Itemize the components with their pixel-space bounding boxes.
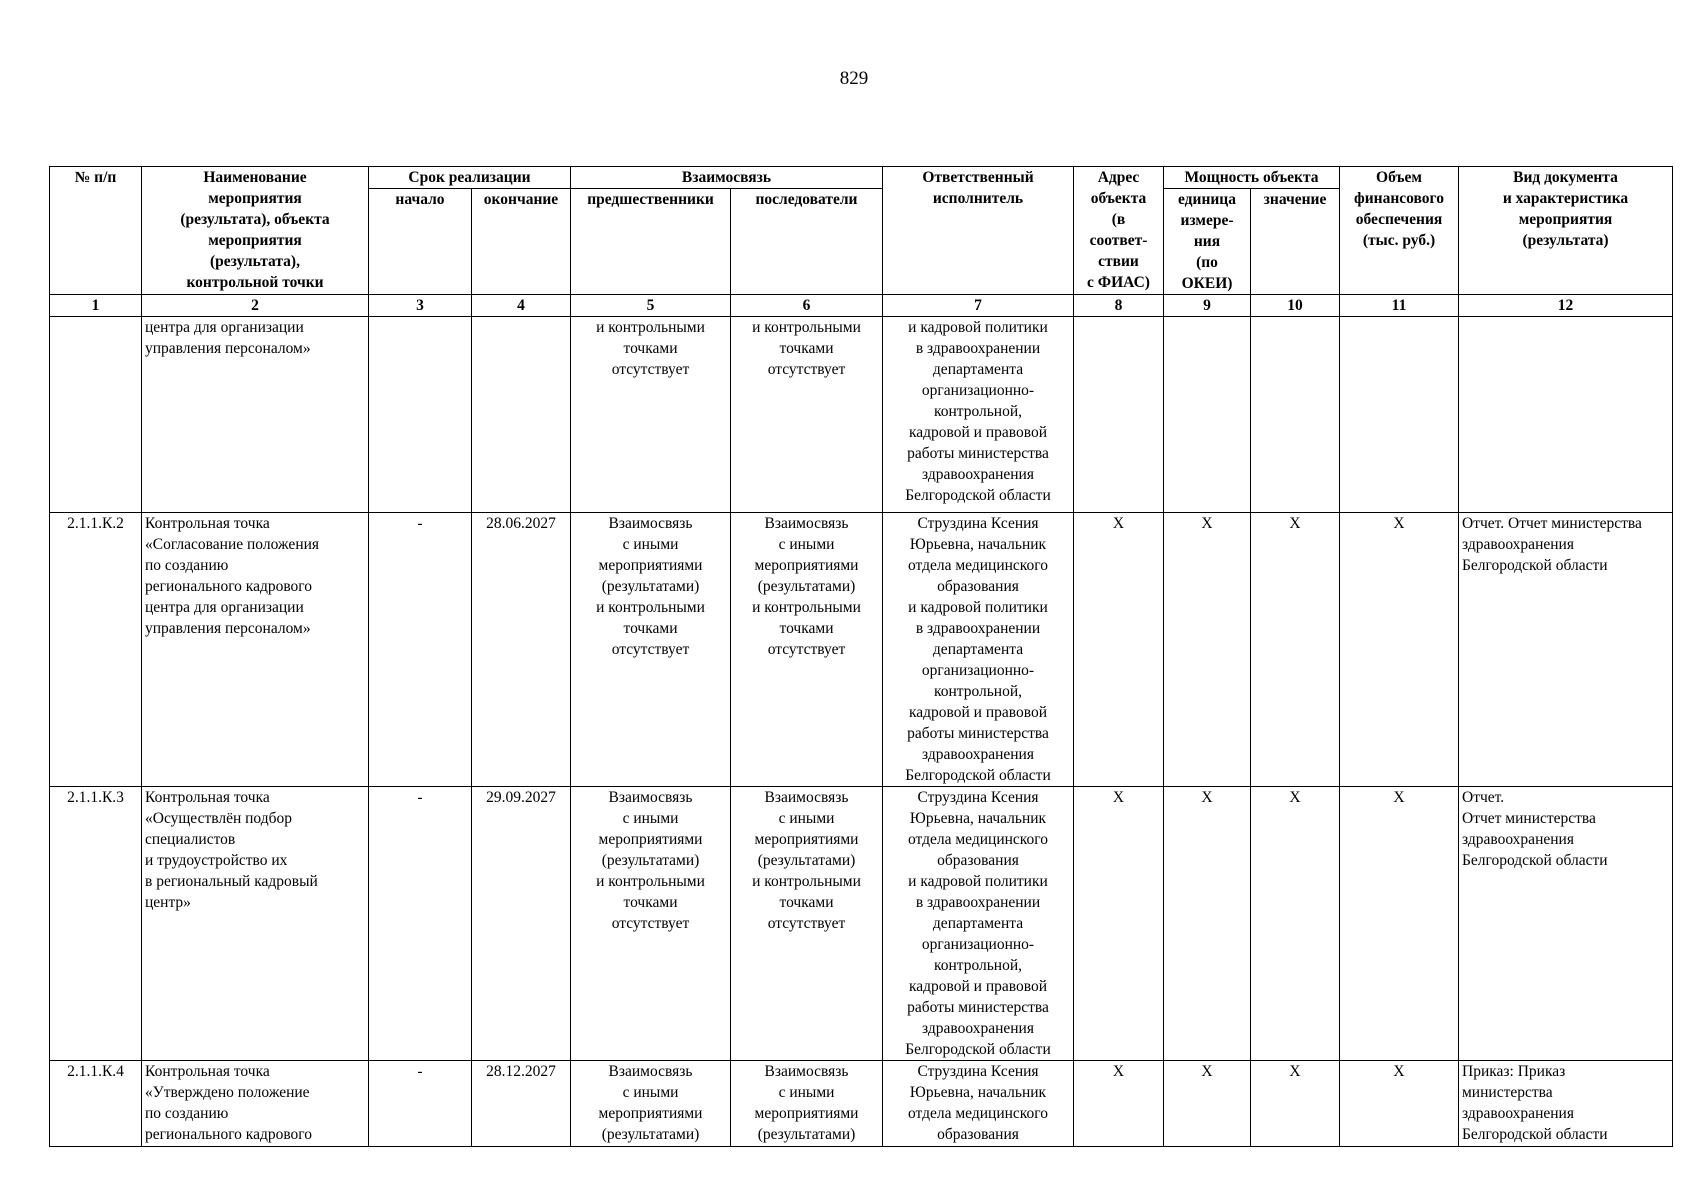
column-number: 4 xyxy=(472,295,571,317)
cell-address: X xyxy=(1074,513,1164,787)
table-row xyxy=(50,1061,1673,1147)
cell-address: X xyxy=(1074,787,1164,1061)
cell-num: 2.1.1.К.2 xyxy=(50,513,142,787)
cell-successors: Взаимосвязь с иными мероприятиями (результатами) и контрольными точками отсутствует xyxy=(731,513,883,787)
header-num: № п/п xyxy=(50,167,142,295)
cell-predecessors: и контрольными точками отсутствует xyxy=(571,317,731,513)
cell-predecessors: Взаимосвязь с иными мероприятиями (результатами) и контрольными точками отсутствует xyxy=(571,787,731,1061)
header-period-end: окончание xyxy=(472,189,571,295)
cell-doc-type: Приказ: Приказ министерства здравоохранения Белгородской области xyxy=(1459,1061,1673,1147)
cell-name: центра для организации управления персоналом» xyxy=(142,317,369,513)
cell-unit: X xyxy=(1164,513,1251,787)
header-period: Срок реализации xyxy=(369,167,571,189)
cell-finance xyxy=(1340,317,1459,513)
table-row xyxy=(50,787,1673,1061)
cell-successors: и контрольными точками отсутствует xyxy=(731,317,883,513)
table-row xyxy=(50,513,1673,787)
cell-start xyxy=(369,317,472,513)
cell-num xyxy=(50,317,142,513)
cell-start: - xyxy=(369,513,472,787)
cell-value: X xyxy=(1251,1061,1340,1147)
column-number: 9 xyxy=(1164,295,1251,317)
header-row-1 xyxy=(50,167,1673,189)
cell-doc-type xyxy=(1459,317,1673,513)
header-value: значение xyxy=(1251,189,1340,295)
page-number: 829 xyxy=(839,68,869,89)
cell-num: 2.1.1.К.4 xyxy=(50,1061,142,1147)
column-number-row xyxy=(50,295,1673,317)
header-address: Адрес объекта (в соответ- ствии с ФИАС) xyxy=(1074,167,1164,295)
cell-predecessors: Взаимосвязь с иными мероприятиями (результатами) xyxy=(571,1061,731,1147)
cell-name: Контрольная точка «Согласование положения по созданию регионального кадрового центра для организации управления персоналом» xyxy=(142,513,369,787)
cell-name: Контрольная точка «Утверждено положение по созданию регионального кадрового xyxy=(142,1061,369,1147)
header-finance: Объем финансового обеспечения (тыс. руб.) xyxy=(1340,167,1459,295)
cell-responsible: Струздина Ксения Юрьевна, начальник отдела медицинского образования xyxy=(883,1061,1074,1147)
column-number: 2 xyxy=(142,295,369,317)
cell-address xyxy=(1074,317,1164,513)
column-number: 10 xyxy=(1251,295,1340,317)
cell-finance: X xyxy=(1340,513,1459,787)
header-successors: последователи xyxy=(731,189,883,295)
header-predecessors: предшественники xyxy=(571,189,731,295)
header-doc-type: Вид документа и характеристика мероприятия (результата) xyxy=(1459,167,1673,295)
cell-num: 2.1.1.К.3 xyxy=(50,787,142,1061)
cell-start: - xyxy=(369,787,472,1061)
cell-predecessors: Взаимосвязь с иными мероприятиями (результатами) и контрольными точками отсутствует xyxy=(571,513,731,787)
cell-end: 29.09.2027 xyxy=(472,787,571,1061)
column-number: 8 xyxy=(1074,295,1164,317)
cell-address: X xyxy=(1074,1061,1164,1147)
cell-unit xyxy=(1164,317,1251,513)
cell-successors: Взаимосвязь с иными мероприятиями (результатами) и контрольными точками отсутствует xyxy=(731,787,883,1061)
column-number: 12 xyxy=(1459,295,1673,317)
cell-name: Контрольная точка «Осуществлён подбор специалистов и трудоустройство их в региональный кадровый центр» xyxy=(142,787,369,1061)
cell-responsible: Струздина Ксения Юрьевна, начальник отдела медицинского образования и кадровой политики в здравоохранении департамента организационно- контрольной, кадровой и правовой работы министерства здравоохранения Белгородской области xyxy=(883,513,1074,787)
cell-doc-type: Отчет. Отчет министерства здравоохранения Белгородской области xyxy=(1459,513,1673,787)
column-number: 5 xyxy=(571,295,731,317)
measures-table xyxy=(49,166,1673,1147)
cell-finance: X xyxy=(1340,787,1459,1061)
header-name: Наименование мероприятия (результата), объекта мероприятия (результата), контрольной точки xyxy=(142,167,369,295)
cell-end xyxy=(472,317,571,513)
header-capacity: Мощность объекта xyxy=(1164,167,1340,189)
column-number: 7 xyxy=(883,295,1074,317)
cell-responsible: и кадровой политики в здравоохранении департамента организационно- контрольной, кадровой и правовой работы министерства здравоохранения Белгородской области xyxy=(883,317,1074,513)
column-number: 1 xyxy=(50,295,142,317)
column-number: 6 xyxy=(731,295,883,317)
cell-finance: X xyxy=(1340,1061,1459,1147)
cell-start: - xyxy=(369,1061,472,1147)
cell-value xyxy=(1251,317,1340,513)
cell-unit: X xyxy=(1164,1061,1251,1147)
header-unit: единица измере- ния (по ОКЕИ) xyxy=(1164,189,1251,295)
cell-value: X xyxy=(1251,513,1340,787)
cell-unit: X xyxy=(1164,787,1251,1061)
cell-responsible: Струздина Ксения Юрьевна, начальник отдела медицинского образования и кадровой политики в здравоохранении департамента организационно- контрольной, кадровой и правовой работы министерства здравоохранения Белгородской области xyxy=(883,787,1074,1061)
header-relation: Взаимосвязь xyxy=(571,167,883,189)
cell-end: 28.12.2027 xyxy=(472,1061,571,1147)
column-number: 3 xyxy=(369,295,472,317)
header-responsible: Ответственный исполнитель xyxy=(883,167,1074,295)
cell-value: X xyxy=(1251,787,1340,1061)
cell-successors: Взаимосвязь с иными мероприятиями (результатами) xyxy=(731,1061,883,1147)
table-row xyxy=(50,317,1673,513)
column-number: 11 xyxy=(1340,295,1459,317)
cell-doc-type: Отчет. Отчет министерства здравоохранения Белгородской области xyxy=(1459,787,1673,1061)
cell-end: 28.06.2027 xyxy=(472,513,571,787)
header-period-start: начало xyxy=(369,189,472,295)
